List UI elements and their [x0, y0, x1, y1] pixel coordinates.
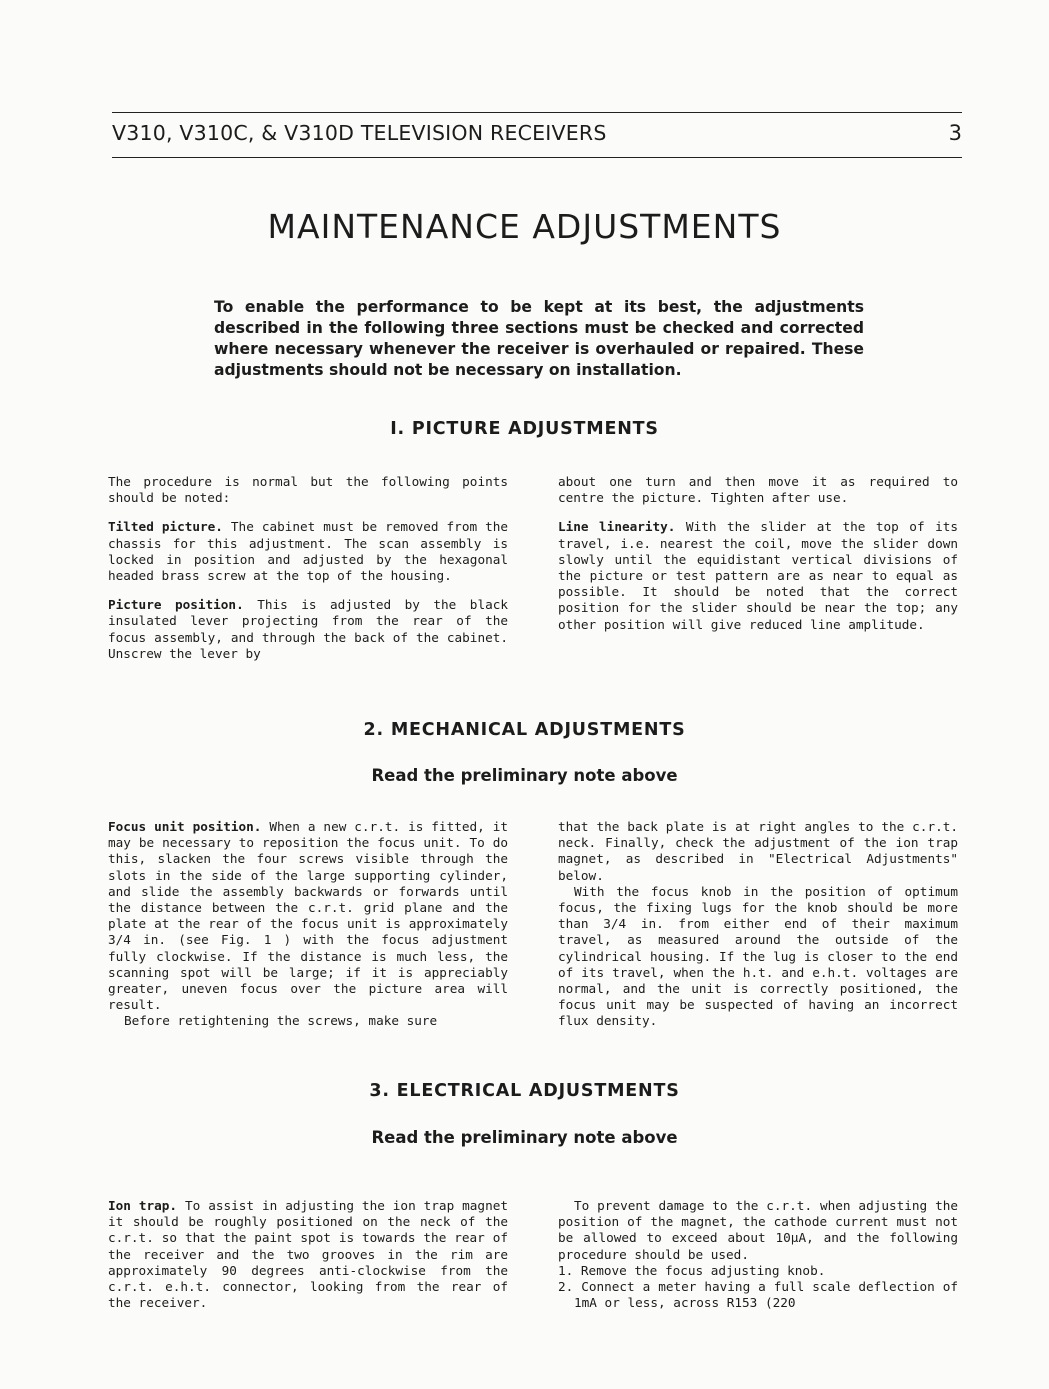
header-title: V310, V310C, & V310D TELEVISION RECEIVERS	[112, 121, 607, 145]
section3-left-column	[108, 1198, 508, 1311]
paragraph	[108, 519, 508, 584]
section2-right-column	[558, 819, 958, 1030]
paragraph-text: This is adjusted by the black insulated lever projecting from the rear of the focus assembly, and through the back of the cabinet. Unscrew the lever by	[108, 597, 509, 661]
paragraph	[108, 597, 508, 662]
run-in-label: Line linearity.	[558, 519, 676, 535]
run-in-label: Picture position.	[108, 597, 244, 613]
intro-paragraph: To enable the performance to be kept at its best, the adjustments described in the following three sections must be checked and corrected where necessary whenever the receiver is overhauled or repaired. These adjustments should not be necessary on installation.	[214, 298, 864, 379]
paragraph-text: With the slider at the top of its travel, i.e. nearest the coil, move the slider down slowly until the equidistant vertical divisions of the picture or test pattern are as near to equal as possible. It should be noted that the correct position for the slider should be near the top; any other position will give reduced line amplitude.	[558, 519, 958, 632]
section-heading-mechanical: 2. MECHANICAL ADJUSTMENTS	[363, 720, 686, 740]
section1-right-column	[558, 474, 958, 633]
paragraph	[108, 819, 508, 1013]
paragraph: that the back plate is at right angles to the c.r.t. neck. Finally, check the adjustment of the ion trap magnet, as described in "Electrical Adjustments" below.	[558, 819, 958, 883]
run-in-label: Tilted picture.	[108, 519, 223, 535]
section2-left-column	[108, 819, 508, 1030]
section-heading-electrical: 3. ELECTRICAL ADJUSTMENTS	[369, 1081, 680, 1101]
section-subheading: Read the preliminary note above	[371, 1128, 678, 1147]
paragraph	[108, 1198, 508, 1311]
paragraph: about one turn and then move it as required to centre the picture. Tighten after use.	[558, 474, 958, 506]
paragraph: To prevent damage to the c.r.t. when adjusting the position of the magnet, the cathode current must not be allowed to exceed about 10µA, and the following procedure should be used.	[558, 1198, 958, 1262]
paragraph: The procedure is normal but the following points should be noted:	[108, 474, 508, 506]
section1-left-column	[108, 474, 508, 662]
paragraph	[558, 519, 958, 632]
section-heading-picture: I. PICTURE ADJUSTMENTS	[390, 419, 659, 439]
paragraph-text: When a new c.r.t. is fitted, it may be necessary to reposition the focus unit. To do this, slacken the four screws visible through the slots in the side of the large supporting cylinder, and slide the assembly backwards or forwards until the distance between the c.r.t. grid plane and the plate at the rear of the focus unit is approximately 3/4 in. (see Fig. 1 ) with the focus adjustment fully clockwise. If the distance is much less, the scanning spot will be large; if it is appreciably greater, uneven focus over the picture area will result.	[108, 819, 508, 1013]
paragraph-text: The cabinet must be removed from the chassis for this adjustment. The scan assembly is locked in position and adjusted by the hexagonal headed brass screw at the top of the housing.	[108, 519, 508, 584]
list-item: 1. Remove the focus adjusting knob.	[558, 1262, 826, 1278]
section3-right-column	[558, 1198, 958, 1311]
paragraph: With the focus knob in the position of optimum focus, the fixing lugs for the knob should be more than 3/4 in. from either end of their maximum travel, as measured around the outside of the cylindrical housing. If the lug is closer to the end of its travel, when the h.t. and e.h.t. voltages are normal, and the unit is correctly positioned, the focus unit may be suspected of having an incorrect flux density.	[558, 883, 958, 1029]
page-title: MAINTENANCE ADJUSTMENTS	[267, 207, 782, 246]
run-in-label: Focus unit position.	[108, 819, 262, 834]
running-header	[112, 112, 962, 158]
section-subheading: Read the preliminary note above	[371, 766, 678, 785]
paragraph: Before retightening the screws, make sure	[124, 1013, 438, 1029]
page-number: 3	[948, 121, 962, 145]
paragraph-text: To assist in adjusting the ion trap magnet it should be roughly positioned on the neck of the c.r.t. so that the paint spot is towards the rear of the receiver and the two grooves in the rim are approximately 90 degrees anti-clockwise from the c.r.t. e.h.t. connector, looking from the rear of the receiver.	[108, 1198, 508, 1311]
list-item: 2. Connect a meter having a full scale deflection of 1mA or less, across R153 (220	[558, 1279, 958, 1311]
run-in-label: Ion trap.	[108, 1198, 178, 1213]
